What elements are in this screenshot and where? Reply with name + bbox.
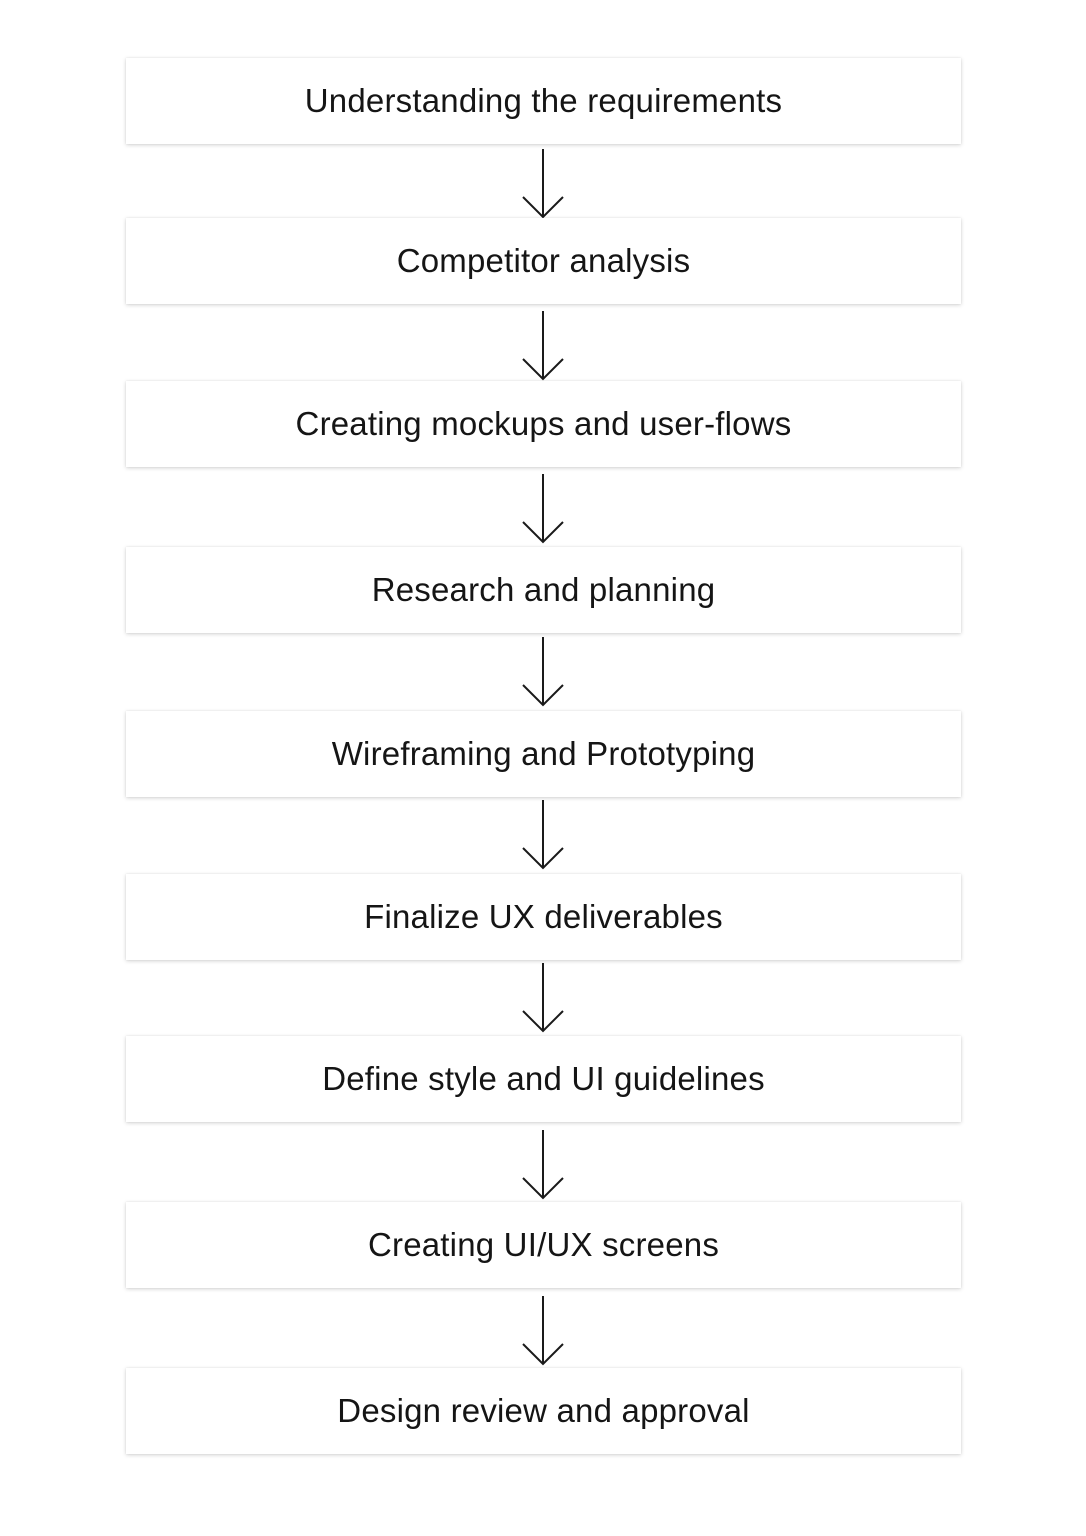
step-label: Understanding the requirements (304, 82, 783, 119)
step-box (126, 1036, 961, 1122)
step-label: Creating mockups and user-flows (295, 405, 792, 442)
step-label: Creating UI/UX screens (367, 1226, 720, 1263)
step-label: Finalize UX deliverables (364, 898, 723, 935)
down-arrow-icon (518, 311, 568, 381)
step-label: Define style and UI guidelines (322, 1060, 765, 1097)
step-box (126, 547, 961, 633)
down-arrow-icon (518, 149, 568, 219)
step-box (126, 711, 961, 797)
down-arrow-icon (518, 637, 568, 707)
down-arrow-icon (518, 1296, 568, 1366)
step-box (126, 218, 961, 304)
step-box (126, 58, 961, 144)
step-box (126, 1368, 961, 1454)
step-label: Research and planning (371, 571, 716, 608)
down-arrow-icon (518, 1130, 568, 1200)
step-box (126, 381, 961, 467)
down-arrow-icon (518, 474, 568, 544)
step-box (126, 874, 961, 960)
step-label: Competitor analysis (396, 242, 691, 279)
step-label: Design review and approval (337, 1392, 750, 1429)
step-box (126, 1202, 961, 1288)
down-arrow-icon (518, 963, 568, 1033)
step-label: Wireframing and Prototyping (331, 735, 756, 772)
down-arrow-icon (518, 800, 568, 870)
